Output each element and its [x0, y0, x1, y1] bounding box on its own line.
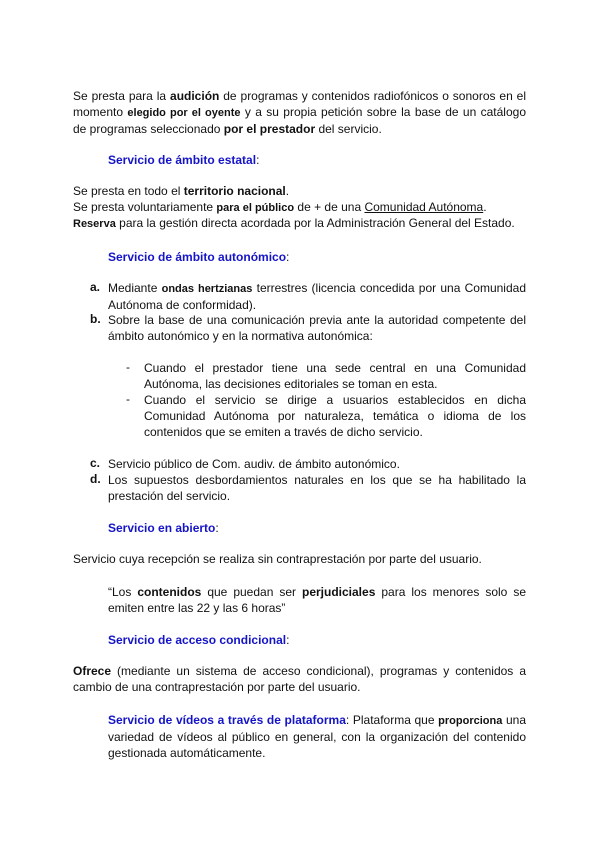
condicional-paragraph: [73, 663, 526, 695]
intro-paragraph: [73, 88, 526, 137]
estatal-line-3: [73, 215, 515, 232]
heading-estatal-text: Servicio de ámbito estatal: [108, 153, 257, 167]
list-text: terrestres (licencia concedida por una Comunidad Autónoma de conformidad).: [108, 281, 526, 312]
videos-paragraph: [108, 712, 526, 761]
heading-autonomico: [108, 249, 289, 265]
list-item-c: [90, 456, 526, 472]
sub-item-dash: -: [126, 392, 130, 406]
estatal-bold-reserva: Reserva: [73, 218, 116, 230]
heading-condicional: [108, 632, 289, 648]
sub-item-dash: -: [126, 360, 130, 374]
heading-abierto: [108, 520, 219, 536]
list-item-c-text: Servicio público de Com. audiv. de ámbito autonómico.: [108, 457, 400, 471]
heading-colon: :: [256, 153, 260, 167]
sub-item-2-text: Cuando el servicio se dirige a usuarios establecidos en dicha Comunidad Autónoma por naturaleza, temática o idioma de los contenidos que se emiten a través de dicho servicio.: [144, 393, 526, 439]
heading-videos-text: Servicio de vídeos a través de plataforma: [108, 713, 346, 727]
estatal-text: Se presta en todo el: [73, 184, 184, 198]
heading-condicional-text: Servicio de acceso condicional: [108, 633, 287, 647]
quote-text: que puedan ser: [201, 585, 302, 599]
abierto-quote: [108, 584, 526, 616]
quote-text: “Los: [108, 585, 138, 599]
list-marker-c: c.: [90, 456, 101, 470]
list-item-a-text: [108, 280, 526, 313]
list-item-d: [90, 472, 526, 504]
intro-text: de programas y contenidos radiofónicos o sonoros en el momento: [73, 89, 526, 119]
videos-bold-proporciona: proporciona: [438, 715, 503, 727]
videos-text: : Plataforma que: [345, 713, 439, 727]
condicional-text: (mediante un sistema de acceso condicional), programas y contenidos a cambio de una contraprestación por parte del usuario.: [73, 664, 526, 694]
estatal-text: .: [483, 200, 487, 214]
estatal-text: .: [285, 184, 290, 198]
quote-bold-contenidos: contenidos: [137, 585, 202, 599]
videos-text: una variedad de vídeos al público en general, con la organización del contenido gestionada automáticamente.: [108, 713, 526, 760]
intro-bold-prestador: por el prestador: [223, 122, 316, 136]
estatal-line-2: [73, 199, 487, 216]
intro-text: Se presta para la: [73, 89, 171, 103]
estatal-bold-territorio: territorio nacional: [183, 184, 286, 198]
list-marker-d: d.: [90, 472, 101, 486]
condicional-bold-ofrece: Ofrece: [73, 664, 112, 678]
abierto-text: Servicio cuya recepción se realiza sin contraprestación por parte del usuario.: [73, 552, 482, 566]
estatal-bold-publico: para el público: [216, 202, 295, 214]
sub-item-2: [126, 392, 526, 440]
heading-colon: :: [286, 250, 290, 264]
sub-item-1: [126, 360, 526, 392]
list-item-d-text: Los supuestos desbordamientos naturales en los que se ha habilitado la prestación del servicio.: [108, 473, 526, 503]
intro-text: y a su propia petición sobre la base de un catálogo de programas seleccionado: [73, 105, 526, 136]
list-text: Mediante: [108, 281, 162, 295]
estatal-text: de + de una: [294, 200, 365, 214]
quote-bold-perjudiciales: perjudiciales: [302, 585, 376, 599]
estatal-line-1: [73, 183, 289, 199]
list-bold-ondas: ondas hertzianas: [161, 283, 253, 295]
intro-text: del servicio.: [315, 122, 382, 136]
estatal-underline-comunidad: Comunidad Autónoma: [364, 200, 484, 214]
estatal-text: para la gestión directa acordada por la Administración General del Estado.: [115, 216, 515, 230]
heading-colon: :: [286, 633, 290, 647]
list-item-b-text: Sobre la base de una comunicación previa ante la autoridad competente del ámbito autonómico y en la normativa autonómica:: [108, 313, 526, 343]
heading-autonomico-text: Servicio de ámbito autonómico: [108, 250, 287, 264]
heading-colon: :: [215, 521, 219, 535]
heading-estatal: [108, 152, 259, 168]
sub-item-1-text: Cuando el prestador tiene una sede central en una Comunidad Autónoma, las decisiones editoriales se toman en esta.: [144, 361, 526, 391]
list-item-a: [90, 280, 526, 313]
list-item-b: [90, 312, 526, 344]
list-marker-a: a.: [90, 280, 101, 294]
heading-abierto-text: Servicio en abierto: [108, 521, 216, 535]
quote-text: para los menores solo se emiten entre las 22 y las 6 horas”: [108, 585, 526, 615]
intro-bold-oyente: elegido por el oyente: [127, 107, 241, 119]
intro-bold-audicion: audición: [170, 89, 220, 103]
list-marker-b: b.: [90, 312, 101, 326]
estatal-text: Se presta voluntariamente: [73, 200, 217, 214]
